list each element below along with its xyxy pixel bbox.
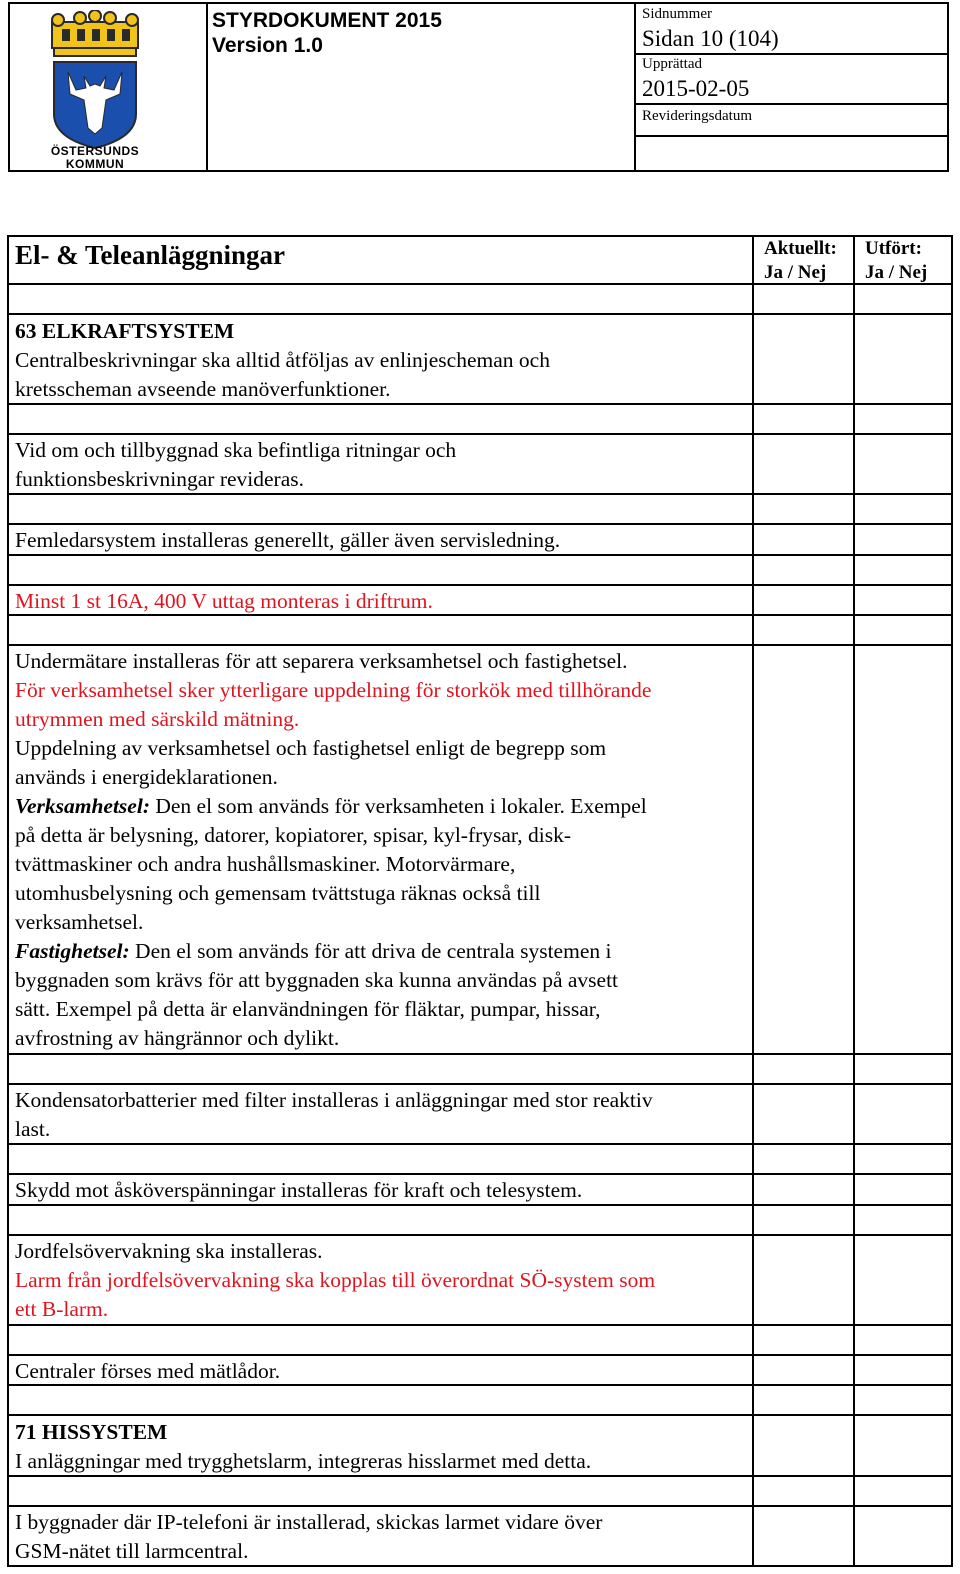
row-text [15, 792, 743, 821]
row-divider [7, 1414, 953, 1416]
row-text: last. [15, 1117, 51, 1141]
row-divider [7, 433, 953, 435]
row-text: GSM-nätet till larmcentral. [15, 1539, 249, 1563]
title-cell [206, 4, 636, 170]
ostersunds-kommun-logo [32, 10, 182, 150]
aktuellt-header-line2: Ja / Nej [764, 262, 827, 283]
utfort-header-line1: Utfört: [865, 238, 922, 259]
verksamhetsel-label: Verksamhetsel: [15, 794, 150, 818]
row-text: Minst 1 st 16A, 400 V uttag monteras i driftrum. [15, 589, 433, 613]
row-text: sätt. Exempel på detta är elanvändningen för fläktar, pumpar, hissar, [15, 997, 601, 1021]
revideringsdatum-label: Revideringsdatum [642, 108, 752, 124]
row-divider [7, 313, 953, 315]
row-text: Larm från jordfelsövervakning ska kopplas till överordnat SÖ-system som [15, 1268, 656, 1292]
meta-divider [636, 103, 947, 105]
section-title: El- & Teleanläggningar [15, 240, 286, 270]
row-divider [7, 644, 953, 646]
row-text: Femledarsystem installeras generellt, gäller även servisledning. [15, 528, 561, 552]
logo-cell [10, 4, 208, 170]
row-text: Jordfelsövervakning ska installeras. [15, 1239, 323, 1263]
row-text: I anläggningar med trygghetslarm, integreras hisslarmet med detta. [15, 1449, 592, 1473]
row-divider [7, 1173, 953, 1175]
document-title: STYRDOKUMENT 2015 [212, 9, 442, 32]
meta-divider [636, 135, 947, 137]
row-divider [7, 1324, 953, 1326]
checklist-table [7, 235, 953, 1567]
row-text: avfrostning av hängrännor och dylikt. [15, 1026, 340, 1050]
row-text: på detta är belysning, datorer, kopiatorer, spisar, kyl-frysar, disk- [15, 823, 571, 847]
row-text: Vid om och tillbyggnad ska befintliga ritningar och [15, 438, 457, 462]
row-text: Undermätare installeras för att separera verksamhetsel och fastighetsel. [15, 649, 628, 673]
upprattad-label: Upprättad [642, 56, 702, 72]
sidnummer-label: Sidnummer [642, 6, 712, 22]
crown-icon [52, 10, 138, 56]
row-divider [7, 1083, 953, 1085]
utfort-header [865, 237, 927, 285]
hiss-heading: 71 HISSYSTEM [15, 1420, 168, 1444]
row-text: funktionsbeskrivningar revideras. [15, 467, 304, 491]
row-divider [7, 1053, 953, 1055]
row-text: Centraler förses med mätlådor. [15, 1359, 281, 1383]
elkraft-row [15, 317, 743, 404]
row-text: Centralbeskrivningar ska alltid åtföljas av enlinjescheman och [15, 348, 550, 372]
meta-cell [636, 4, 947, 170]
row-text: utomhusbelysning och gemensam tvättstuga räknas också till [15, 881, 541, 905]
document-header [8, 2, 949, 172]
row-text [15, 937, 743, 966]
moose-shield-icon [54, 62, 136, 148]
utfort-header-line2: Ja / Nej [865, 262, 928, 283]
centraler-row [15, 1357, 743, 1386]
logo-text-kommun: KOMMUN [65, 157, 125, 171]
row-text: kretsscheman avseende manöverfunktioner. [15, 377, 391, 401]
sidnummer-value: Sidan 10 (104) [642, 26, 779, 51]
row-text: verksamhetsel. [15, 910, 144, 934]
upprattad-value: 2015-02-05 [642, 76, 750, 101]
row-text: För verksamhetsel sker ytterligare uppdelning för storkök med tillhörande [15, 678, 652, 702]
hiss-row [15, 1418, 743, 1476]
row-divider [7, 1234, 953, 1236]
aktuellt-header-line1: Aktuellt: [764, 238, 837, 259]
row-text: tvättmaskiner och andra hushållsmaskiner. Motorvärmare, [15, 852, 516, 876]
row-text: utrymmen med särskild mätning. [15, 707, 300, 731]
row-text: I byggnader där IP-telefoni är installerad, skickas larmet vidare över [15, 1510, 603, 1534]
row-divider [7, 523, 953, 525]
meta-divider [636, 53, 947, 55]
jordfel-row [15, 1237, 743, 1324]
row-text: används i energideklarationen. [15, 765, 278, 789]
undermatare-row [15, 647, 743, 1053]
row-text: Kondensatorbatterier med filter installeras i anläggningar med stor reaktiv [15, 1088, 653, 1112]
row-text: Skydd mot åsköverspänningar installeras för kraft och telesystem. [15, 1178, 583, 1202]
kondensator-row [15, 1086, 743, 1144]
row-divider [7, 1505, 953, 1507]
elkraft-heading: 63 ELKRAFTSYSTEM [15, 319, 235, 343]
logo-text-ostersunds: ÖSTERSUNDS [50, 144, 140, 158]
femledar-row [15, 526, 743, 555]
row-text: Uppdelning av verksamhetsel och fastighetsel enligt de begrepp som [15, 736, 607, 760]
fastighetsel-label: Fastighetsel: [15, 939, 130, 963]
row-text: Den el som används för verksamheten i lokaler. Exempel [149, 794, 647, 818]
minst-row [15, 587, 743, 616]
document-version: Version 1.0 [212, 34, 323, 57]
ip-row [15, 1508, 743, 1566]
row-text: Den el som används för att driva de centrala systemen i [129, 939, 612, 963]
row-divider [7, 1354, 953, 1356]
row-text: byggnaden som krävs för att byggnaden ska kunna användas på avsett [15, 968, 619, 992]
vid-om-row [15, 436, 743, 494]
row-text: ett B-larm. [15, 1297, 109, 1321]
row-divider [7, 584, 953, 586]
skydd-row [15, 1176, 743, 1205]
aktuellt-header [764, 237, 837, 285]
